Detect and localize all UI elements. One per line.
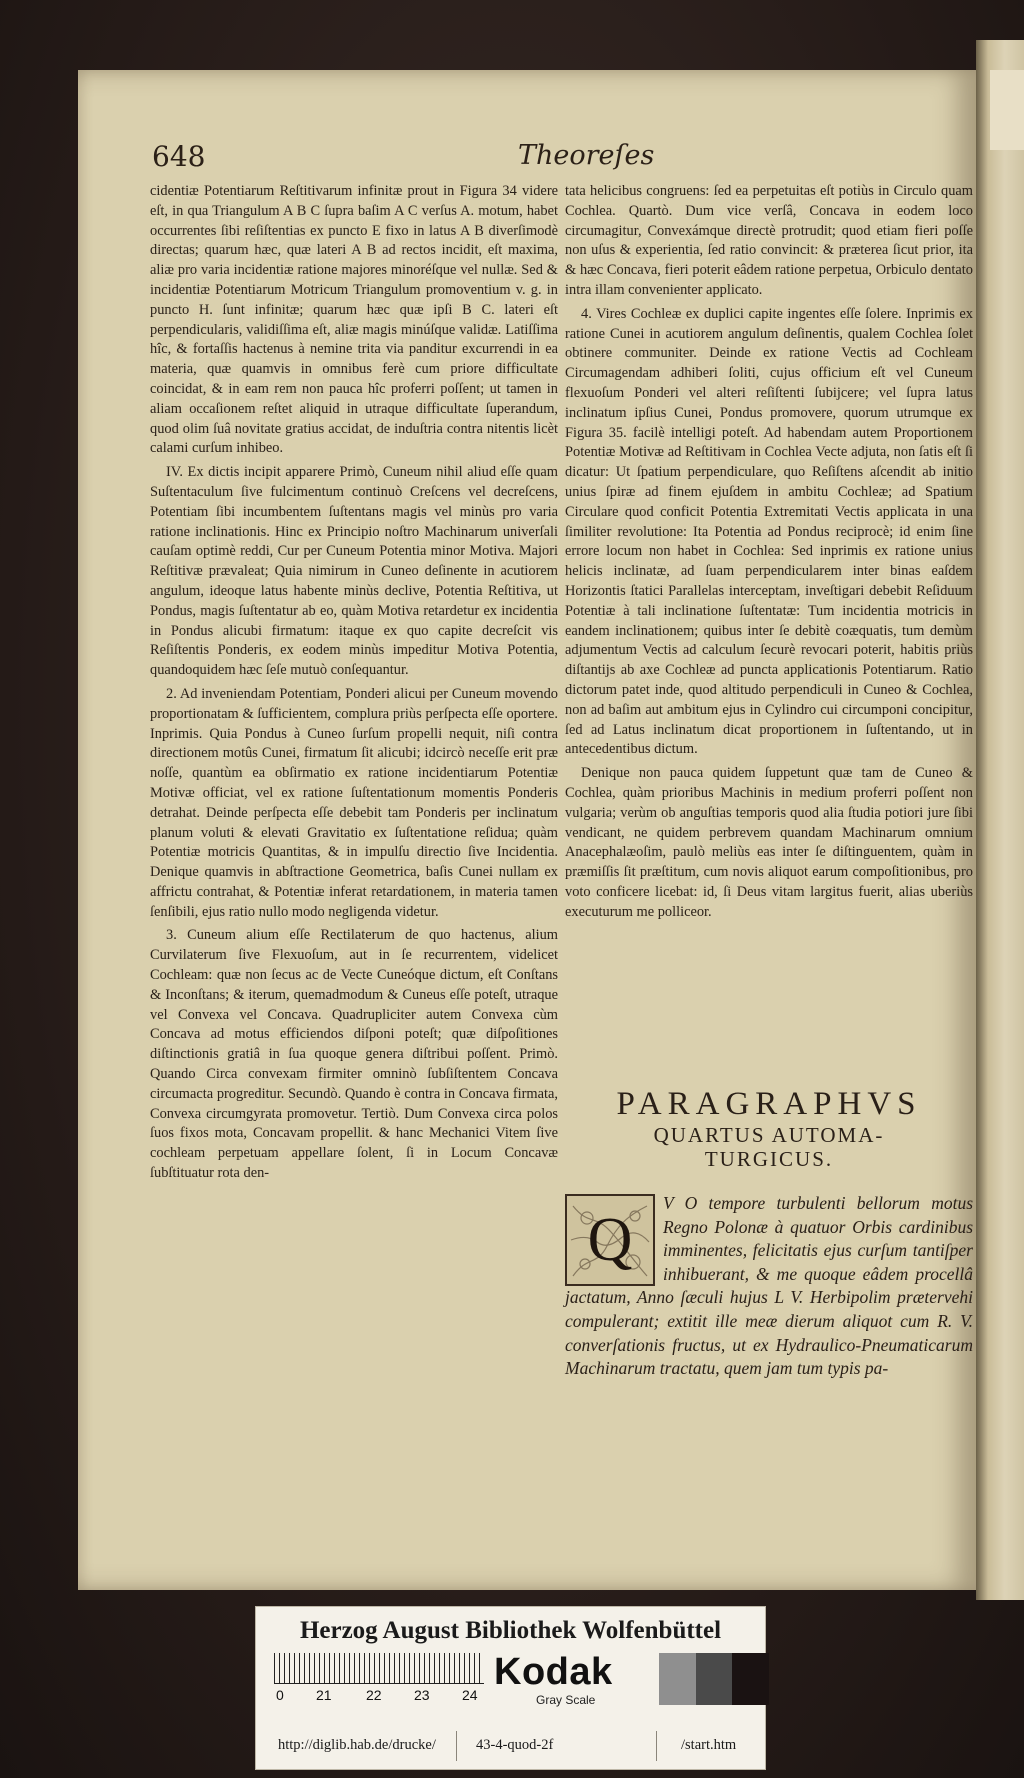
left-paragraph-2: IV. Ex dictis incipit apparere Primò, Cuneum nihil aliud eſſe quam Suſtentaculum ſive fulcimentum continuò Creſcens vel decreſcens, Potentiam ſibi incumbentem ſuſtentans magis vel minùs pro varia ratione inclinationis. Hinc ex Principio noſtro Machinarum univerſali cauſam optimè reddi, Cur per Cuneum Potentia minor Motiva. Majori Reſtitivæ prævaleat; Quia nimirum in Cuneo deſinente in acutiorem angulum, ideoque latus habente minùs declive, Potentia Reſtitiva, ut Pondus, magis ſuſtentatur ab eo, quàm Motiva retardetur ex incidentia in Pondus alicubi firmatum: itaque ex quo capite decreſcit vis Reſiſtentis Ponderis, ex eodem minùs impeditur Motiva Potentia, quandoquidem hæc ſeſe mutuò conſequantur.	[150, 464, 558, 679]
library-name: Herzog August Bibliothek Wolfenbüttel	[299, 1617, 722, 1644]
library-color-card	[255, 1606, 766, 1770]
gray-patch-mid	[696, 1653, 733, 1705]
adjacent-page-edge	[976, 40, 1024, 1600]
footer-divider	[456, 1731, 457, 1761]
ruler-number: 22	[366, 1687, 382, 1703]
adjacent-page-tab	[990, 70, 1024, 150]
ruler-number: 0	[276, 1687, 284, 1703]
intro-text: V O tempore turbulenti bellorum motus Regno Polonæ à quatuor Orbis cardinibus imminentes, felicitatis ejus curſum tantiſper inhibuerant, & me quoque eâdem procellâ jactatum, Anno ſæculi hujus L V. Herbipolim prætervehi compulerant; extitit ille meæ dierum aliquot cum R. V. converſationis fructus, ut ex Hydraulico-Pneumaticarum Machinarum tractatu, quem jam tum typis pa-	[565, 1193, 973, 1379]
initial-letter: Q	[587, 1206, 633, 1274]
kodak-logo: Kodak	[494, 1651, 613, 1693]
right-paragraph-1: tata helicibus congruens: ſed ea perpetuitas eſt potiùs in Circulo quam Cochlea. Quartò. Dum vice verſâ, Concava in eodem loco circumagitur, Convexámque directè protrudit; quod etiam fieri poſſe non uſus & experientia, ſed ratio convincit: & præterea ſicut prior, ita & hæc Concava, fieri poterit eâdem ratione perpetua, Orbiculo dentato intra illam convenienter applicato.	[565, 183, 973, 298]
ruler-scale	[274, 1653, 484, 1684]
left-paragraph-3: 2. Ad inveniendam Potentiam, Ponderi alicui per Cuneum movendo proportionatam & ſufficientem, complura priùs perſpecta eſſe oportere. Inprimis. Quia Pondus à Cuneo ſurſum propelli nequit, niſi contra directionem motûs Cunei, firmatum ſit alicubi; idcircò neceſſe erit præ noſſe, quantùm ea obſirmatio ex ratione incidentiarum Potentiæ Motivæ officiat, vel ex ratione ſuſtentationum momentis Ponderis detrahat. Deinde perſpecta eſſe debebit tam Ponderis per inclinatum planum voluti & elevati Gravitatio ex ſuſtentatione reſidua; quàm Potentiæ motricis Quantitas, & in impulſu directio ſive Incidentia. Denique quamvis in abſtractione Geometrica, baſis Cunei nullam ex affrictu contrahat, & Potentiæ inferat retardationem, in materia tamen ſenſibili, ejus ratio nullo modo negligenda videtur.	[150, 685, 558, 920]
card-footer	[256, 1731, 765, 1761]
right-column	[565, 182, 973, 926]
scale-strip	[274, 1653, 734, 1719]
digital-library-url: http://diglib.hab.de/drucke/	[278, 1737, 436, 1753]
gray-patch-dark	[732, 1653, 769, 1705]
ruler-number: 21	[316, 1687, 332, 1703]
right-paragraph-2: 4. Vires Cochleæ ex duplici capite ingentes eſſe ſolere. Inprimis ex ratione Cunei in acutiorem angulum deſinentis, qualem Cochlea ſolet obtinere communiter. Deinde ex ratione Vectis ad Cochleam Circumagendam adhiberi ſoliti, cujus officium eſt vel Cuneum flexuoſum Ponderi vel alteri reſiſtenti ſubijcere; vel ſupra latus inclinatum ipſius Cunei, Pondus promovere, quorum utrumque ex Figura 35. facilè intelligi poteſt. Ad habendam autem Proportionem Potentiæ Motivæ ad Reſtitivam in Cochlea Vecte adjuta, non ſatis eſt ſi dicatur: Ut ſpatium perpendiculare, quo Reſiſtens aſcendit ab initio unius ſpiræ ad finem ejuſdem in ambitu Cochleæ; ad Spatium Circulare quod conficit Potentia Extremitati Vectis applicata in una ſimiliter revolutione: Ita Potentia ad Pondus reciprocè; id enim ſine errore locum non habet in Cochlea: Sed inprimis ex ratione unius helicis inclinatæ, ad ſuam perpendicularem inter binas eaſdem Horizontis ſtatici Parallelas interceptam, inveſtigari debebit Reſiduum Potentiæ à tali inclinatione ſuſtentatæ: Tum incidentia motricis in eandem inclinationem; quibus inter ſe debitè coæquatis, tum demùm adjumentum Vectis ad calculum ſecurè revocari poterit, habitis priùs diſtantijs ab axe Cochleæ ad puncta applicationis Potentiarum. Ratio dictorum patet inde, quod altitudo perpendiculi in Cuneo & Cochlea, non ad baſim aut ambitum ejus in Cylindro cui circumponi concipitur, ſed ad Latus inclinatum dicat proportionem in ſuſtentando, ut in antecedentibus dictum.	[565, 305, 973, 758]
start-page-path: /start.htm	[681, 1737, 737, 1753]
section-subtitle-line1: QUARTUS AUTOMA-	[653, 1123, 885, 1147]
gray-patches	[659, 1653, 769, 1705]
shelfmark: 43-4-quod-2f	[476, 1737, 554, 1753]
section-heading	[565, 1085, 973, 1171]
ruler-number: 23	[414, 1687, 430, 1703]
kodak-gray-scale-label: Gray Scale	[536, 1693, 596, 1707]
ruler-numbers	[274, 1687, 484, 1705]
footer-divider	[656, 1731, 657, 1761]
running-head: Theoreſes	[518, 140, 655, 171]
section-title: PARAGRAPHVS	[616, 1086, 922, 1122]
section-intro	[565, 1192, 973, 1381]
right-paragraph-3: Denique non pauca quidem ſuppetunt quæ tam de Cuneo & Cochlea, quàm prioribus Machinis in medium proferri poſſent non vulgaria; verùm ob anguſtias temporis quod alia ſtudia potiori jure ſibi vendicant, ne quidem perbrevem quandam Machinarum omnium Anacephalæoſim, paulò meliùs eas inter ſe diſtinguentem, quàm in præmiſſis ſit præſtitum, cum novis aliquot earum compoſitionibus, pro voto conficere licebat: id, ſi Deus vitam largitus fuerit, alias uberiùs executurum me polliceor.	[565, 765, 973, 920]
ruler-number: 24	[462, 1687, 478, 1703]
decorated-initial	[565, 1194, 655, 1286]
left-paragraph-1: cidentiæ Potentiarum Reſtitivarum infinitæ prout in Figura 34 videre eſt, in qua Triangulum A B C ſupra baſim A C verſus A. motum, habet occurrentes ſibi reſiſtentias ex puncto E fixo in latus A B diverſimodè directas; quarum hæc, quæ lateri A B ad rectos incidit, eſt maxima, aliæ pro varia incidentiæ ratione majores minoréſque vel nullæ. Sed & incidentiæ Potentiarum Motricum Triangulum promoventium v. g. in puncto H. ſunt infinitæ; quarum hæc quæ ipſi B C. lateri eſt perpendicularis, validiſſima eſt, aliæ magis minúſque validæ. Latiſſima hîc, & fortaſſis hactenus à nemine trita via panditur excurrendi in ea materia, quæ quamvis in omnibus ferè cum priore difficultate coincidat, & in eam rem non pauca hîc proferri poſſent; ut tamen in aliam occaſionem reſtet aliquid in utraque difficultate ſuperandum, quod olim ſuâ novitate gratius accidat, de induſtria contra nitentis licèt calami curſum inhibeo.	[150, 183, 558, 457]
left-paragraph-4: 3. Cuneum alium eſſe Rectilaterum de quo hactenus, alium Curvilaterum ſive Flexuoſum, aut in ſe recurrentem, videlicet Cochleam: quæ non ſecus ac de Vecte Cuneóque dictum, eſt Conſtans & Inconſtans; & iterum, quemadmodum & Cuneus eſſe poteſt, utraque vel Convexa vel Concava. Quadrupliciter autem Convexa cùm Concava ad motus efficiendos diſponi poteſt; quæ diſpoſitiones diſtinctionis gratiâ in ſua quoque genera diſtribui poſſent. Primò. Quando Circa convexam firmiter omninò ſubſiſtentem Concava circumacta progreditur. Secundò. Quando è contra in Concava firmata, Convexa circumgyrata promovetur. Tertiò. Dum Convexa circa polos ſuos fixos mota, Concavam propellit. & hanc Mechanici Vitem ſive cochleam perpetuam appellare ſolent, ſi in Locum Concavæ ſubſtituatur rota den-	[150, 927, 558, 1182]
left-column	[150, 182, 558, 1188]
gray-patch-light	[659, 1653, 696, 1705]
section-subtitle-line2: TURGICUS.	[704, 1147, 834, 1171]
page-number: 648	[152, 140, 206, 173]
